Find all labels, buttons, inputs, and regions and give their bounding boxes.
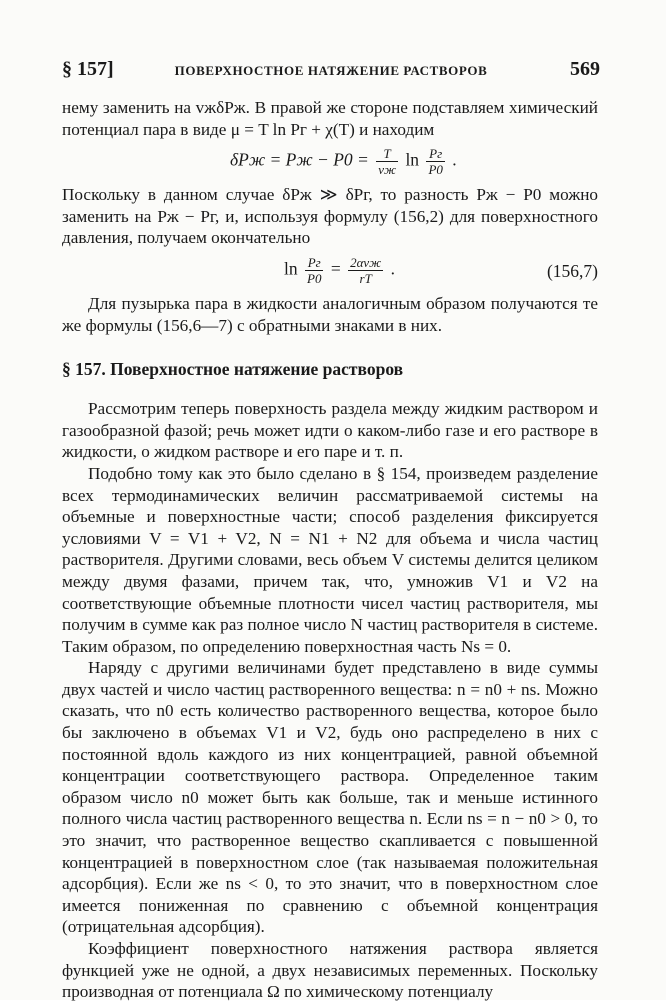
fraction-denominator: P0	[307, 270, 322, 286]
formula-tail: .	[390, 258, 396, 279]
paragraph-coefficient: Коэффициент поверхностного натяжения раствора является функцией уже не одной, а двух независимых переменных. Поскольку производная от потенциала Ω по химическому потенциалу	[62, 939, 598, 1002]
paragraph-continuation: нему заменить на vжδPж. В правой же стороне подставляем химический потенциал пара в виде μ = T ln Pг + χ(T) и находим	[62, 98, 598, 139]
paragraph-substitution: Поскольку в данном случае δPж ≫ δPг, то разность Pж − P0 можно заменить на Pж − Pг, и, используя формулу (156,2) для поверхностного давления, получаем окончательно	[62, 185, 598, 248]
paragraph-solute: Наряду с другими величинами будет представлено в виде суммы двух частей и число частиц растворенного вещества: n = n0 + ns. Можно сказать, что n0 есть количество растворенного вещества, которое было бы заключено в объемах V1 и V2, будь оно распределено в них с постоянной вдоль каждого из них концентрацией, равной объемной концентрации соответствующего раствора. Определенное таким образом число n0 может быть как больше, так и меньше истинного полного числа частиц растворенного вещества n. Если ns = n − n0 > 0, то это значит, что растворенное вещество скапливается с повышенной концентрацией в поверхностном слое (так называемая положительная адсорбция). Если же ns < 0, то это значит, что в поверхностном слое имеется пониженная по сравнению с объемной концентрация (отрицательная адсорбция).	[62, 658, 598, 937]
formula-delta-p	[62, 140, 598, 184]
fraction-denominator: P0	[428, 162, 443, 178]
fraction-numerator: 2αvж	[350, 254, 382, 270]
formula-lhs: δPж = Pж − P0 =	[230, 149, 369, 170]
ln-operator: ln	[405, 149, 420, 170]
fraction-2av-over-rt	[348, 255, 383, 286]
fraction-t-over-v	[376, 146, 398, 177]
page-body	[62, 97, 598, 1003]
paragraph-division: Подобно тому как это было сделано в § 154, произведем разделение всех термодинамических величин рассматриваемой системы на объемные и поверхностные части; способ разделения фиксируется условиями V = V1 + V2, N = N1 + N2 для объема и числа частиц растворителя. Другими словами, весь объем V системы делится целиком между двумя фазами, причем так, что, умножив V1 и V2 на соответствующие объемные плотности чисел частиц растворителя, мы получим в сумме как раз полное число N частиц растворителя в системе. Таким образом, по определению поверхностная часть Ns = 0.	[62, 463, 598, 656]
fraction-denominator: rT	[359, 270, 372, 286]
paragraph-bubble: Для пузырька пара в жидкости аналогичным образом получаются те же формулы (156,6—7) с обратными знаками в них.	[62, 293, 598, 335]
ln-operator: ln	[284, 258, 298, 279]
fraction-pg-over-p0	[426, 146, 444, 177]
header-running-title: ПОВЕРХНОСТНОЕ НАТЯЖЕНИЕ РАСТВОРОВ	[174, 63, 488, 78]
header-page-number: 569	[570, 58, 600, 80]
equals-sign: =	[330, 258, 341, 279]
fraction-numerator: Pг	[305, 255, 323, 271]
fraction-numerator: T	[376, 146, 398, 162]
formula-156-7	[62, 249, 598, 293]
section-heading: § 157. Поверхностное натяжение растворов	[62, 359, 404, 380]
header-section-ref: § 157]	[62, 58, 114, 80]
fraction-numerator: Pг	[426, 146, 444, 162]
fraction-denominator: vж	[378, 162, 397, 178]
equation-number: (156,7)	[546, 260, 598, 281]
running-header	[62, 58, 600, 84]
paragraph-interface: Рассмотрим теперь поверхность раздела между жидким раствором и газообразной фазой; речь может идти о каком-либо газе и его растворе в жидкости, о жидком растворе и его паре и т. п.	[62, 399, 598, 462]
fraction-pg-over-p0	[305, 255, 323, 286]
formula-tail: .	[452, 149, 457, 170]
